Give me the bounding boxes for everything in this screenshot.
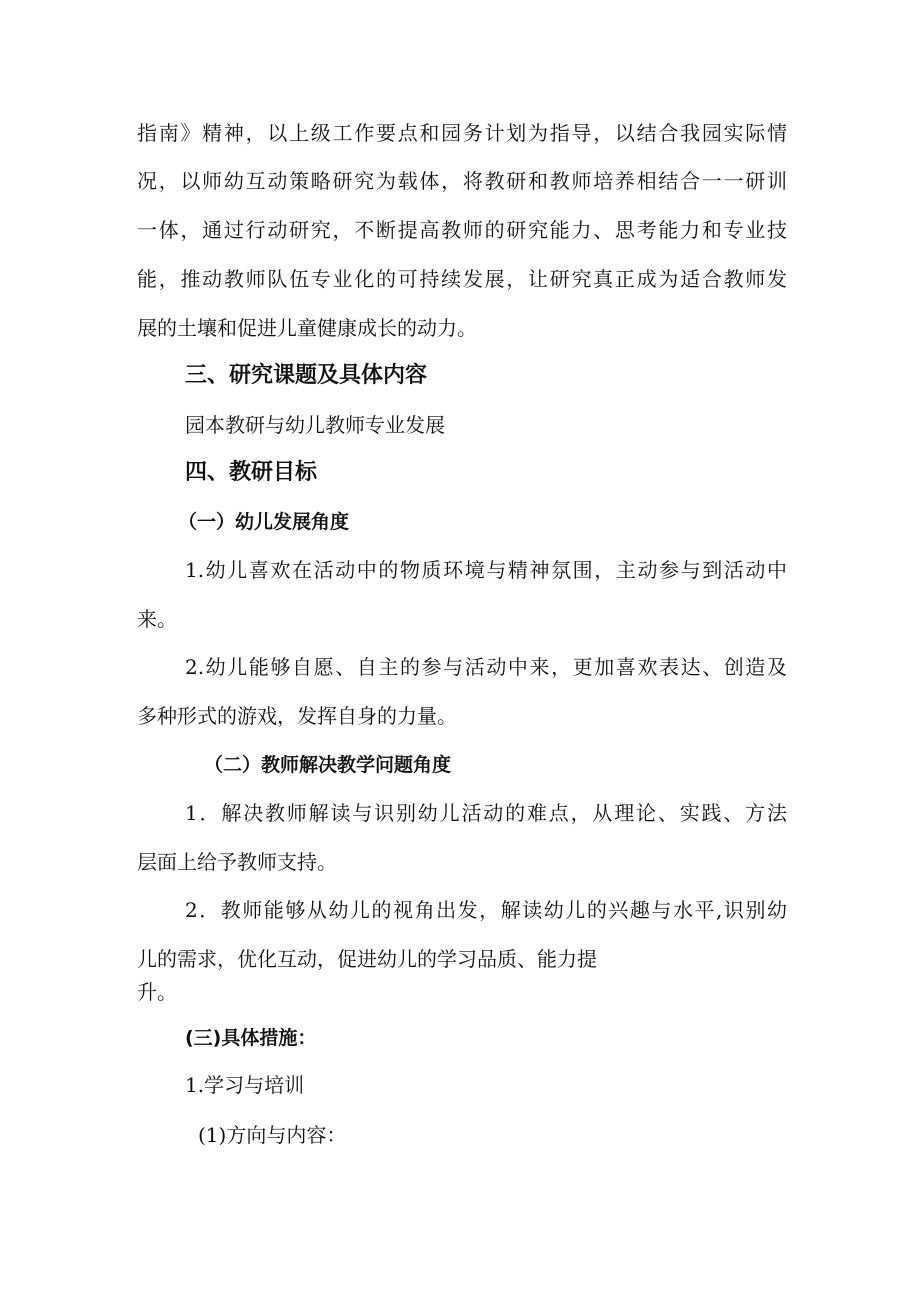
sub3-item1: 1.学习与培训 bbox=[185, 1073, 305, 1097]
subsection-2-heading: （二）教师解决教学问题角度 bbox=[204, 754, 452, 776]
sub1-item1-line1: 1.幼儿喜欢在活动中的物质环境与精神氛围，主动参与到活动中 bbox=[185, 558, 787, 582]
sub2-item1-line1: 1．解决教师解读与识别幼儿活动的难点，从理论、实践、方法 bbox=[185, 801, 787, 825]
intro-line-1: 指南》精神，以上级工作要点和园务计划为指导，以结合我园实际情 bbox=[137, 121, 787, 145]
sub2-item1-line2: 层面上给予教师支持。 bbox=[137, 850, 337, 874]
intro-line-4: 能，推动教师队伍专业化的可持续发展，让研究真正成为适合教师发 bbox=[137, 267, 787, 291]
section-4-heading: 四、教研目标 bbox=[185, 460, 318, 485]
sub3-item1-1: (1)方向与内容： bbox=[198, 1123, 347, 1147]
section-3-text: 园本教研与幼儿教师专业发展 bbox=[185, 413, 445, 437]
intro-line-2: 况，以师幼互动策略研究为载体，将教研和教师培养相结合一一研训 bbox=[137, 169, 787, 193]
intro-line-5: 展的土壤和促进儿童健康成长的动力。 bbox=[137, 316, 477, 340]
intro-line-3: 一体，通过行动研究，不断提高教师的研究能力、思考能力和专业技 bbox=[137, 218, 787, 242]
section-3-heading: 三、研究课题及具体内容 bbox=[185, 363, 428, 388]
sub1-item2-line1: 2.幼儿能够自愿、自主的参与活动中来，更加喜欢表达、创造及 bbox=[185, 655, 787, 679]
sub1-item2-line2: 多种形式的游戏，发挥自身的力量。 bbox=[137, 704, 457, 728]
subsection-1-heading: （一）幼儿发展角度 bbox=[178, 511, 350, 533]
sub2-item2-line1: 2．教师能够从幼儿的视角出发，解读幼儿的兴趣与水平,识别幼 bbox=[185, 898, 787, 922]
subsection-3-heading: (三)具体措施： bbox=[185, 1027, 317, 1049]
sub1-item1-line2: 来。 bbox=[137, 607, 177, 631]
sub2-item2-line2: 儿的需求，优化互动，促进幼儿的学习品质、能力提 bbox=[137, 947, 597, 971]
sub2-item2-line3: 升。 bbox=[137, 980, 177, 1004]
